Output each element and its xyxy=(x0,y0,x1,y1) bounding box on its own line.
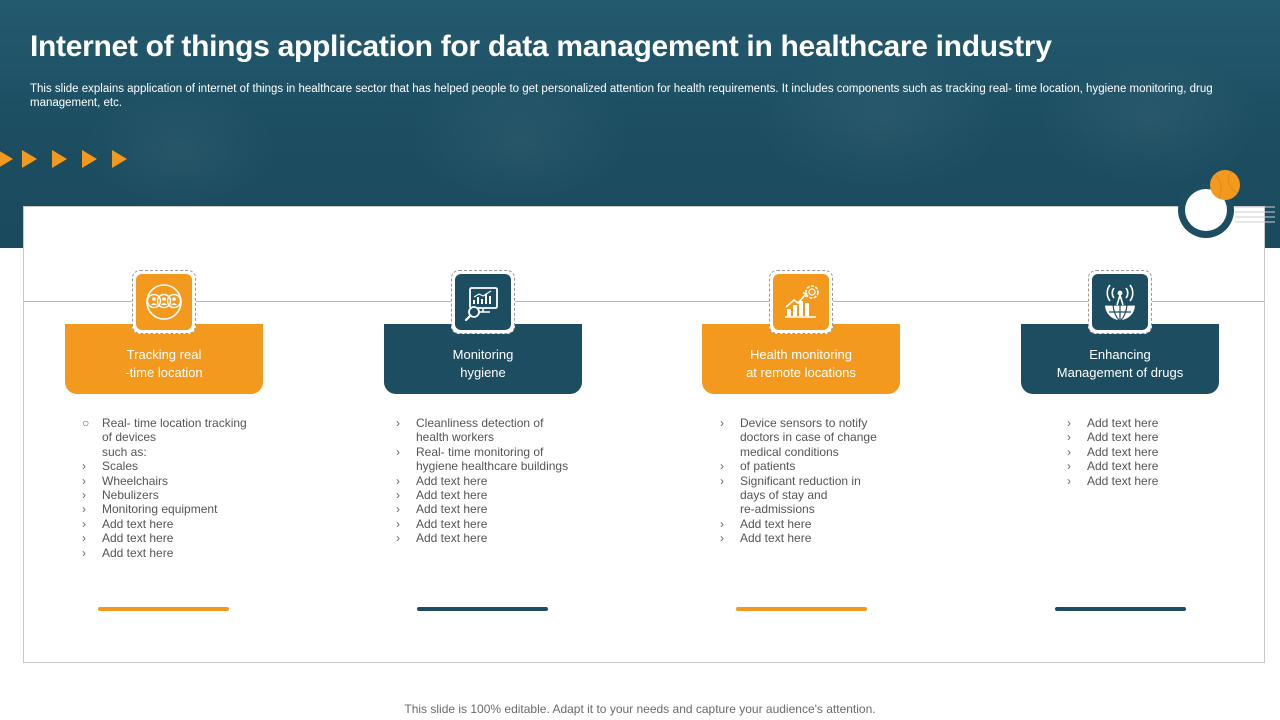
list-item xyxy=(82,430,247,444)
bullet-marker: › xyxy=(720,531,724,546)
list-item-text: Add text here xyxy=(416,488,488,503)
accent-bar xyxy=(98,607,229,611)
list-item xyxy=(82,459,247,473)
slide-subtitle: This slide explains application of internet of things in healthcare sector that has helped people to get personalized attention for health requirements. It includes components such as tracking real- time location, hygiene monitoring, drug management, etc. xyxy=(30,83,1213,109)
list-item-text: Scales xyxy=(102,459,139,474)
column-heading xyxy=(65,324,263,394)
bullet-marker: › xyxy=(720,516,724,531)
list-item xyxy=(396,502,568,516)
bullet-marker: › xyxy=(1067,430,1071,445)
list-item xyxy=(720,531,877,545)
accent-bar xyxy=(1055,607,1186,611)
bullet-marker: › xyxy=(396,531,400,546)
arrow-icon xyxy=(82,150,97,168)
list-item-text: of patients xyxy=(740,459,796,474)
list-item-text: Add text here xyxy=(102,531,174,546)
growth-chart-gear-icon xyxy=(778,279,824,325)
monitor-magnifier-icon xyxy=(460,279,506,325)
list-item xyxy=(82,445,247,459)
list-item xyxy=(82,474,247,488)
heading-line: Management of drugs xyxy=(1056,365,1184,380)
list-item-text: days of stay and xyxy=(740,488,828,503)
list-item xyxy=(396,531,568,545)
heading-line: -time location xyxy=(125,365,203,380)
heading-line: Monitoring xyxy=(452,347,514,362)
list-item-text: Nebulizers xyxy=(102,488,159,503)
bullet-marker: › xyxy=(82,545,86,560)
list-item-text: Add text here xyxy=(416,473,488,488)
list-item xyxy=(720,445,877,459)
list-item xyxy=(396,459,568,473)
heading-line: Enhancing xyxy=(1089,347,1151,362)
list-item xyxy=(396,430,568,444)
bullet-marker: › xyxy=(396,502,400,517)
list-item xyxy=(1067,430,1158,444)
list-item-text: Wheelchairs xyxy=(102,473,169,488)
bullet-list xyxy=(1067,416,1158,488)
list-item xyxy=(396,488,568,502)
bullet-list xyxy=(82,416,247,560)
list-item xyxy=(720,416,877,430)
bullet-marker: › xyxy=(396,516,400,531)
column-heading xyxy=(384,324,582,394)
list-item-text: Real- time monitoring of xyxy=(416,444,544,459)
heading-line: hygiene xyxy=(460,365,506,380)
list-item-text: medical conditions xyxy=(740,444,839,459)
globe-antenna-icon xyxy=(1097,279,1143,325)
icon-frame xyxy=(451,270,515,334)
list-item-text: Add text here xyxy=(416,531,488,546)
bullet-list xyxy=(720,416,877,546)
bullet-marker: › xyxy=(396,488,400,503)
list-item xyxy=(396,445,568,459)
icon-frame xyxy=(132,270,196,334)
heading-line: Tracking real xyxy=(126,347,202,362)
list-item-text: Add text here xyxy=(1087,416,1159,430)
list-item-text: Add text here xyxy=(1087,459,1159,474)
list-item xyxy=(720,474,877,488)
accent-bar xyxy=(417,607,548,611)
list-item xyxy=(396,517,568,531)
list-item-text: Real- time location tracking xyxy=(102,416,247,430)
divider-line xyxy=(23,301,1265,302)
list-item xyxy=(1067,459,1158,473)
list-item xyxy=(82,488,247,502)
list-item-text: Add text here xyxy=(102,516,174,531)
bullet-marker: › xyxy=(1067,473,1071,488)
arrow-icon xyxy=(0,150,13,168)
bullet-marker: › xyxy=(396,416,400,430)
bullet-list xyxy=(396,416,568,546)
heading-line: Health monitoring xyxy=(750,347,852,362)
list-item xyxy=(396,416,568,430)
list-item-text: Cleanliness detection of xyxy=(416,416,544,430)
list-item-text: Add text here xyxy=(416,516,488,531)
arrow-icon xyxy=(22,150,37,168)
icon-frame xyxy=(769,270,833,334)
list-item xyxy=(720,459,877,473)
list-item xyxy=(720,517,877,531)
bullet-marker: › xyxy=(82,459,86,474)
bullet-marker: › xyxy=(396,444,400,459)
list-item-text: hygiene healthcare buildings xyxy=(416,459,569,474)
slide-title: Internet of things application for data management in healthcare industry xyxy=(30,30,1052,63)
list-item-text: Add text here xyxy=(102,545,174,560)
list-item xyxy=(82,531,247,545)
column-heading xyxy=(1021,324,1219,394)
list-item xyxy=(720,502,877,516)
circles-decoration-icon xyxy=(1175,165,1275,245)
list-item-text: Add text here xyxy=(740,516,812,531)
bullet-marker: › xyxy=(720,473,724,488)
list-item-text: Device sensors to notify xyxy=(740,416,868,430)
list-item-text: Add text here xyxy=(1087,473,1159,488)
column-heading xyxy=(702,324,900,394)
bullet-marker: › xyxy=(720,416,724,430)
bullet-marker: › xyxy=(1067,459,1071,474)
list-item-text: health workers xyxy=(416,430,495,445)
list-item-text: Add text here xyxy=(1087,444,1159,459)
heading-line: at remote locations xyxy=(746,365,856,380)
list-item-text: re-admissions xyxy=(740,502,815,517)
bullet-marker: › xyxy=(1067,444,1071,459)
footer-note: This slide is 100% editable. Adapt it to your needs and capture your audience's attention. xyxy=(404,702,876,716)
list-item xyxy=(82,546,247,560)
bullet-marker: › xyxy=(396,473,400,488)
list-item xyxy=(720,430,877,444)
list-item xyxy=(82,517,247,531)
list-item-text: such as: xyxy=(102,444,147,459)
list-item xyxy=(82,416,247,430)
list-item-text: Add text here xyxy=(740,531,812,546)
list-item-text: doctors in case of change xyxy=(740,430,877,445)
arrow-icon xyxy=(112,150,127,168)
list-item xyxy=(1067,445,1158,459)
list-item xyxy=(1067,416,1158,430)
list-item-text: Add text here xyxy=(416,502,488,517)
list-item-text: Add text here xyxy=(1087,430,1159,445)
bullet-marker: › xyxy=(82,516,86,531)
people-location-icon xyxy=(141,279,187,325)
bullet-marker: ○ xyxy=(82,416,90,430)
list-item xyxy=(82,502,247,516)
bullet-marker: › xyxy=(720,459,724,474)
list-item xyxy=(396,474,568,488)
bullet-marker: › xyxy=(82,488,86,503)
bullet-marker: › xyxy=(82,531,86,546)
accent-bar xyxy=(736,607,867,611)
icon-frame xyxy=(1088,270,1152,334)
arrow-icon xyxy=(52,150,67,168)
list-item xyxy=(1067,474,1158,488)
bullet-marker: › xyxy=(1067,416,1071,430)
list-item-text: of devices xyxy=(102,430,157,445)
bullet-marker: › xyxy=(82,473,86,488)
bullet-marker: › xyxy=(82,502,86,517)
list-item xyxy=(720,488,877,502)
list-item-text: Significant reduction in xyxy=(740,473,861,488)
list-item-text: Monitoring equipment xyxy=(102,502,218,517)
